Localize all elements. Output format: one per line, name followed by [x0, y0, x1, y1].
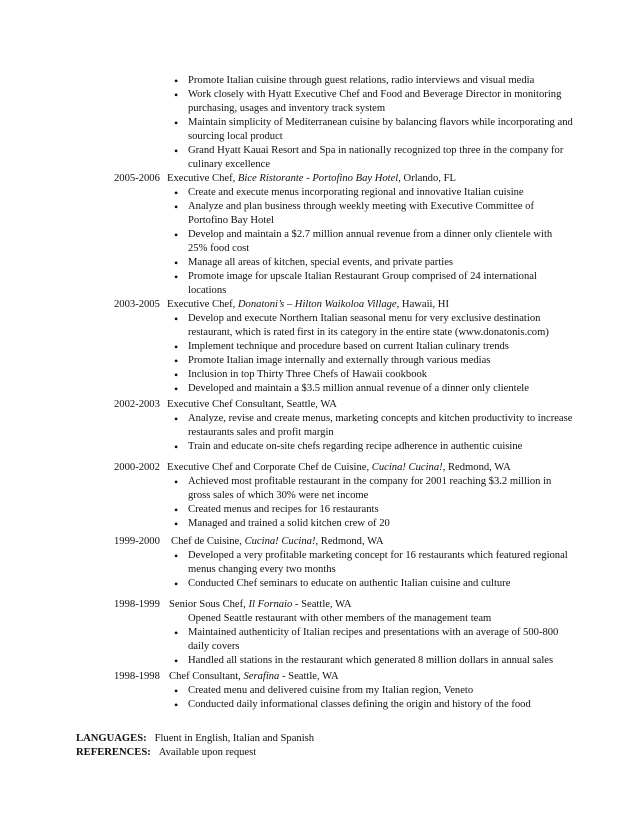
languages-value: Fluent in English, Italian and Spanish: [154, 733, 315, 744]
title-italic: Bice Ristorante - Portofino Bay Hotel,: [237, 173, 401, 184]
references-label: REFERENCES:: [76, 747, 151, 758]
bullet-item: • Promote Italian image internally and externally through various medias: [174, 354, 574, 368]
bullet-item: • Promote Italian cuisine through guest relations, radio interviews and visual media: [174, 74, 574, 88]
bullet-item: • Created menus and recipes for 16 restaurants: [174, 503, 574, 517]
resume-footer: [76, 732, 314, 760]
references-row: [76, 746, 314, 760]
bullet-item: • Developed a very profitable marketing concept for 16 restaurants which featured regional menus changing every two months: [174, 549, 574, 577]
entry-bullet-list: [174, 684, 574, 712]
entry-bullet-list: [174, 626, 574, 668]
entry-dates: 2000-2002: [114, 462, 160, 473]
bullet-item: • Conducted Chef seminars to educate on authentic Italian cuisine and culture: [174, 577, 574, 591]
title-suffix: Orlando, FL: [400, 173, 456, 184]
bullet-item: • Maintained authenticity of Italian recipes and presentations with an average of 500-800 daily covers: [174, 626, 574, 654]
entry-subline: Opened Seattle restaurant with other members of the management team: [188, 613, 492, 624]
entry-title: [171, 535, 384, 549]
title-italic: Donatoni’s – Hilton Waikoloa Village,: [237, 299, 400, 310]
title-prefix: Executive Chef Consultant, Seattle, WA: [167, 399, 337, 410]
title-suffix: Redmond, WA: [318, 536, 384, 547]
title-italic: Il Fornaio: [248, 599, 293, 610]
entry-dates: 2003-2005: [114, 299, 160, 310]
title-suffix: - Seattle, WA: [292, 599, 352, 610]
entry-title: [167, 172, 456, 186]
bullet-item: • Analyze and plan business through weekly meeting with Executive Committee of Portofino Bay Hotel: [174, 200, 574, 228]
entry-title: [169, 598, 352, 612]
bullet-item: • Handled all stations in the restaurant which generated 8 million dollars in annual sales: [174, 654, 574, 668]
bullet-item: • Implement technique and procedure based on current Italian culinary trends: [174, 340, 574, 354]
bullet-item: • Developed and maintain a $3.5 million annual revenue of a dinner only clientele: [174, 382, 574, 396]
title-suffix: Hawaii, HI: [399, 299, 449, 310]
bullet-item: • Manage all areas of kitchen, special events, and private parties: [174, 256, 574, 270]
entry-title: [167, 398, 337, 412]
title-suffix: , Redmond, WA: [442, 462, 511, 473]
title-prefix: Executive Chef,: [167, 299, 238, 310]
entry-bullet-list: [174, 412, 574, 454]
entry-bullet-list: [174, 186, 574, 298]
intro-bullet-list: [174, 74, 574, 172]
bullet-item: • Grand Hyatt Kauai Resort and Spa in nationally recognized top three in the company for culinary excellence: [174, 144, 574, 172]
bullet-item: • Train and educate on-site chefs regarding recipe adherence in authentic cuisine: [174, 440, 574, 454]
entry-title: [167, 461, 511, 475]
title-italic: Serafina: [243, 671, 280, 682]
title-prefix: Chef Consultant,: [169, 671, 244, 682]
bullet-item: • Analyze, revise and create menus, marketing concepts and kitchen productivity to increase restaurants sales and profit margin: [174, 412, 574, 440]
title-prefix: Senior Sous Chef,: [169, 599, 249, 610]
bullet-item: • Achieved most profitable restaurant in the company for 2001 reaching $3.2 million in gross sales of which 30% were net income: [174, 475, 574, 503]
title-prefix: Chef de Cuisine,: [171, 536, 245, 547]
title-prefix: Executive Chef,: [167, 173, 238, 184]
entry-dates: 1998-1998: [114, 671, 160, 682]
title-prefix: Executive Chef and Corporate Chef de Cuisine,: [167, 462, 372, 473]
bullet-item: • Created menu and delivered cuisine from my Italian region, Veneto: [174, 684, 574, 698]
entry-title: [169, 670, 339, 684]
bullet-item: • Inclusion in top Thirty Three Chefs of Hawaii cookbook: [174, 368, 574, 382]
entry-bullet-list: [174, 475, 574, 531]
bullet-item: • Work closely with Hyatt Executive Chef and Food and Beverage Director in monitoring purchasing, usages and inventory track system: [174, 88, 574, 116]
entry-dates: 2005-2006: [114, 173, 160, 184]
bullet-item: • Managed and trained a solid kitchen crew of 20: [174, 517, 574, 531]
bullet-item: • Develop and maintain a $2.7 million annual revenue from a dinner only clientele with 25% food cost: [174, 228, 574, 256]
languages-row: [76, 732, 314, 746]
references-value: Available upon request: [158, 747, 257, 758]
entry-dates: 2002-2003: [114, 399, 160, 410]
entry-bullet-list: [174, 549, 574, 591]
entry-title: [167, 298, 449, 312]
title-italic: Cucina! Cucina!: [371, 462, 443, 473]
entry-bullet-list: [174, 312, 574, 396]
bullet-item: • Conducted daily informational classes defining the origin and history of the food: [174, 698, 574, 712]
entry-dates: 1998-1999: [114, 599, 160, 610]
languages-label: LANGUAGES:: [76, 733, 147, 744]
title-suffix: - Seattle, WA: [279, 671, 339, 682]
bullet-item: • Promote image for upscale Italian Restaurant Group comprised of 24 international locations: [174, 270, 574, 298]
bullet-item: • Create and execute menus incorporating regional and innovative Italian cuisine: [174, 186, 574, 200]
bullet-item: • Develop and execute Northern Italian seasonal menu for very exclusive destination restaurant, which is rated first in its category in the entire state (www.donatonis.com): [174, 312, 574, 340]
bullet-item: • Maintain simplicity of Mediterranean cuisine by balancing flavors while incorporating and sourcing local product: [174, 116, 574, 144]
title-italic: Cucina! Cucina!,: [244, 536, 319, 547]
entry-dates: 1999-2000: [114, 536, 160, 547]
